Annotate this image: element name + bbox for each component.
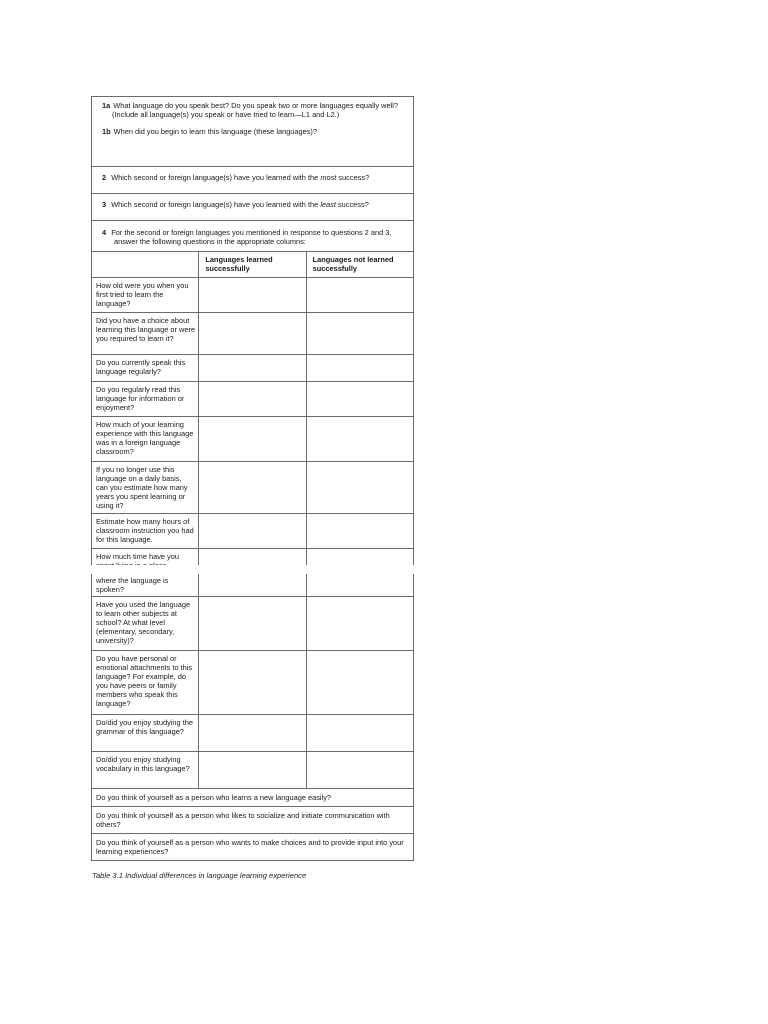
header-not-learned: Languages not learned successfully [306,252,413,278]
answer-cell-not-learned [306,574,413,597]
row-question: How old were you when you first tried to learn the language? [92,278,199,313]
wide-row-question: Do you think of yourself as a person who likes to socialize and initiate communication with others? [92,807,414,834]
table-row [92,278,414,313]
answer-cell-learned [199,597,306,651]
answer-cell-learned [199,355,306,382]
row-question: Do you currently speak this language regularly? [92,355,199,382]
row-question: If you no longer use this language on a daily basis, can you estimate how many years you spent learning or using it? [92,462,199,514]
answer-cell-not-learned [306,651,413,715]
answer-cell-learned [199,462,306,514]
answer-cell-not-learned [306,417,413,462]
question-3-row [92,194,414,221]
row-question: Estimate how many hours of classroom instruction you had for this language. [92,514,199,549]
question-3: 3 Which second or foreign language(s) have you learned with the least success? [102,200,369,209]
question-2: 2 Which second or foreign language(s) have you learned with the most success? [102,173,370,182]
question-1a: 1a What language do you speak best? Do you speak two or more languages equally well? (Include all language(s) you speak or have tried to learn—L1 and L2.) [102,101,398,119]
table-row [92,651,414,715]
row-question: Do you have personal or emotional attachments to this language? For example, do you have peers or family members who speak this language? [92,651,199,715]
answer-cell-not-learned [306,752,413,789]
answer-cell-not-learned [306,597,413,651]
answer-cell-not-learned [306,313,413,355]
answer-cell-learned [199,715,306,752]
row-question: How much time have you [92,549,199,573]
question-2-row [92,167,414,194]
table-row [92,715,414,752]
answer-cell-not-learned [306,715,413,752]
column-header-row [92,252,414,278]
table-caption: Table 3.1 Individual differences in language learning experience [92,871,307,880]
table-row [92,313,414,355]
table-row [92,514,414,549]
table-row [92,752,414,789]
answer-cell-learned [199,752,306,789]
row-question: How much of your learning experience with this language was in a foreign language classroom? [92,417,199,462]
table-row [92,834,414,861]
row-question: Do you regularly read this language for information or enjoyment? [92,382,199,417]
answer-cell-learned [199,313,306,355]
answer-cell-learned [199,417,306,462]
table-row [92,417,414,462]
answer-cell-learned [199,278,306,313]
questionnaire-table-bottom [91,574,414,861]
table-row [92,462,414,514]
answer-cell-not-learned [306,382,413,417]
answer-cell-learned [199,574,306,597]
answer-cell-not-learned [306,462,413,514]
header-empty-cell [92,252,199,278]
question-1-row [92,97,414,167]
answer-cell-learned [199,382,306,417]
row-question: Have you used the language to learn other subjects at school? At what level (elementary, secondary, university)? [92,597,199,651]
row-question: where the language is spoken? [92,574,199,597]
page-break-gap [90,565,416,574]
wide-row-question: Do you think of yourself as a person who learns a new language easily? [92,789,414,807]
answer-cell-learned [199,651,306,715]
answer-cell-learned [199,514,306,549]
table-row [92,807,414,834]
question-1b: 1b When did you begin to learn this language (these languages)? [102,127,318,136]
header-learned: Languages learned successfully [199,252,306,278]
table-row [92,789,414,807]
table-row [92,574,414,597]
answer-cell-not-learned [306,355,413,382]
row-question: Did you have a choice about learning this language or were you required to learn it? [92,313,199,355]
wide-row-question: Do you think of yourself as a person who wants to make choices and to provide input into your learning experiences? [92,834,414,861]
table-row [92,597,414,651]
question-4-row [92,221,414,252]
table-row [92,382,414,417]
table-row [92,355,414,382]
row-question: Do/did you enjoy studying vocabulary in this language? [92,752,199,789]
answer-cell-not-learned [306,278,413,313]
question-4: 4 For the second or foreign languages you mentioned in response to questions 2 and 3, answer the following questions in the appropriate columns: [102,228,392,246]
row-question: Do/did you enjoy studying the grammar of this language? [92,715,199,752]
answer-cell-not-learned [306,514,413,549]
questionnaire-table-top [91,96,414,572]
